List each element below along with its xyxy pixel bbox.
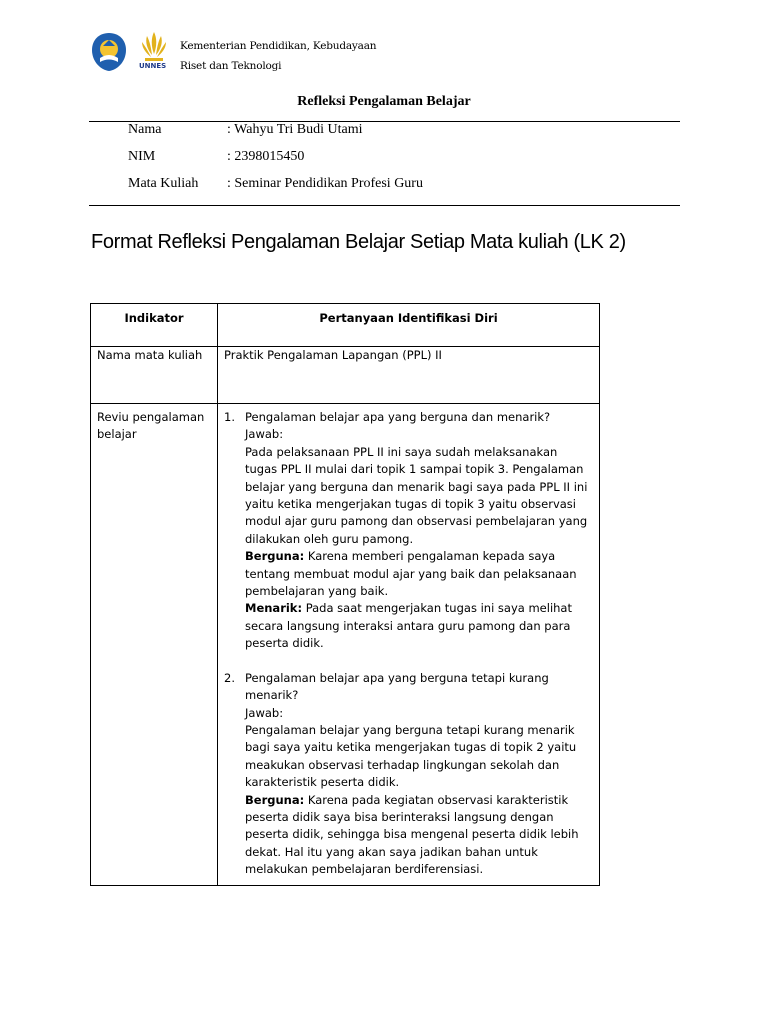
question-number: 2. (224, 670, 235, 685)
berguna-paragraph (245, 548, 593, 600)
question-item (224, 670, 593, 879)
indicator-line: Reviu pengalaman (97, 410, 205, 424)
header-pertanyaan: Pertanyaan Identifikasi Diri (218, 304, 600, 347)
unnes-logo (137, 28, 171, 74)
answer-text: Pada pelaksanaan PPL II ini saya sudah melaksanakan tugas PPL II mulai dari topik 1 sampai topik 3. Pengalaman belajar yang berguna dan menarik bagi saya pada PPL II ini yaitu ketika mengerjakan tugas di topik 3 yaitu observasi modul ajar guru pamong dan observasi pembelajaran yang dilakukan oleh guru pamong. (245, 444, 588, 546)
ministry-line-1: Kementerian Pendidikan, Kebudayaan (180, 40, 377, 52)
berguna-text: Karena memberi pengalaman kepada saya tentang membuat modul ajar yang baik dan pelaksanaan pembelajaran yang baik. (245, 549, 577, 599)
header-indikator: Indikator (91, 304, 218, 347)
menarik-paragraph (245, 600, 593, 652)
kemdikbud-logo (91, 32, 127, 72)
info-label: Nama (128, 122, 162, 137)
berguna-paragraph (245, 792, 593, 879)
content-cell: Praktik Pengalaman Lapangan (PPL) II (218, 347, 600, 404)
spacer (245, 653, 593, 670)
info-value: : 2398015450 (227, 149, 305, 164)
unnes-logo-text: UNNES (139, 62, 167, 70)
table-row (91, 347, 600, 404)
menarik-label: Menarik: (245, 601, 303, 616)
berguna-label: Berguna: (245, 792, 305, 807)
question-item (224, 409, 593, 653)
reflection-table (90, 303, 600, 886)
table-header-row (91, 304, 600, 347)
content-cell (218, 404, 600, 886)
info-value: : Wahyu Tri Budi Utami (227, 122, 363, 137)
top-divider (89, 121, 680, 122)
info-value: : Seminar Pendidikan Profesi Guru (227, 176, 423, 191)
indicator-cell: Nama mata kuliah (91, 347, 218, 404)
table-row (91, 404, 600, 886)
letterhead (91, 28, 691, 76)
question-number: 1. (224, 410, 235, 424)
question-text: Pengalaman belajar apa yang berguna dan menarik? (245, 410, 551, 424)
bottom-divider (89, 205, 680, 206)
indicator-line: belajar (97, 427, 137, 442)
jawab-label: Jawab: (245, 427, 284, 442)
berguna-text: Karena pada kegiatan observasi karakteristik peserta didik saya bisa berinteraksi langsung dengan peserta didik, sehingga bisa mengenal peserta didik lebih dekat. Hal itu yang akan saya jadikan bahan untuk melakukan pembelajaran berdiferensiasi. (245, 792, 579, 877)
question-list (224, 409, 593, 879)
ministry-name (180, 36, 376, 76)
menarik-text: Pada saat mengerjakan tugas ini saya melihat secara langsung interaksi antara guru pamong dan para peserta didik. (245, 601, 572, 651)
section-heading: Format Refleksi Pengalaman Belajar Setiap Mata kuliah (LK 2) (91, 231, 626, 253)
indicator-cell (91, 404, 218, 886)
ministry-line-2: Riset dan Teknologi (180, 60, 282, 72)
document-title: Refleksi Pengalaman Belajar (297, 94, 471, 109)
jawab-label: Jawab: (245, 705, 284, 720)
berguna-label: Berguna: (245, 549, 305, 564)
info-label: Mata Kuliah (128, 176, 199, 191)
question-text: Pengalaman belajar apa yang berguna tetapi kurang menarik? (245, 670, 549, 703)
info-label: NIM (128, 149, 156, 164)
answer-text: Pengalaman belajar yang berguna tetapi kurang menarik bagi saya yaitu ketika mengerjakan tugas di topik 2 yaitu meakukan observasi terhadap lingkungan sekolah dan karakteristik peserta didik. (245, 722, 577, 790)
